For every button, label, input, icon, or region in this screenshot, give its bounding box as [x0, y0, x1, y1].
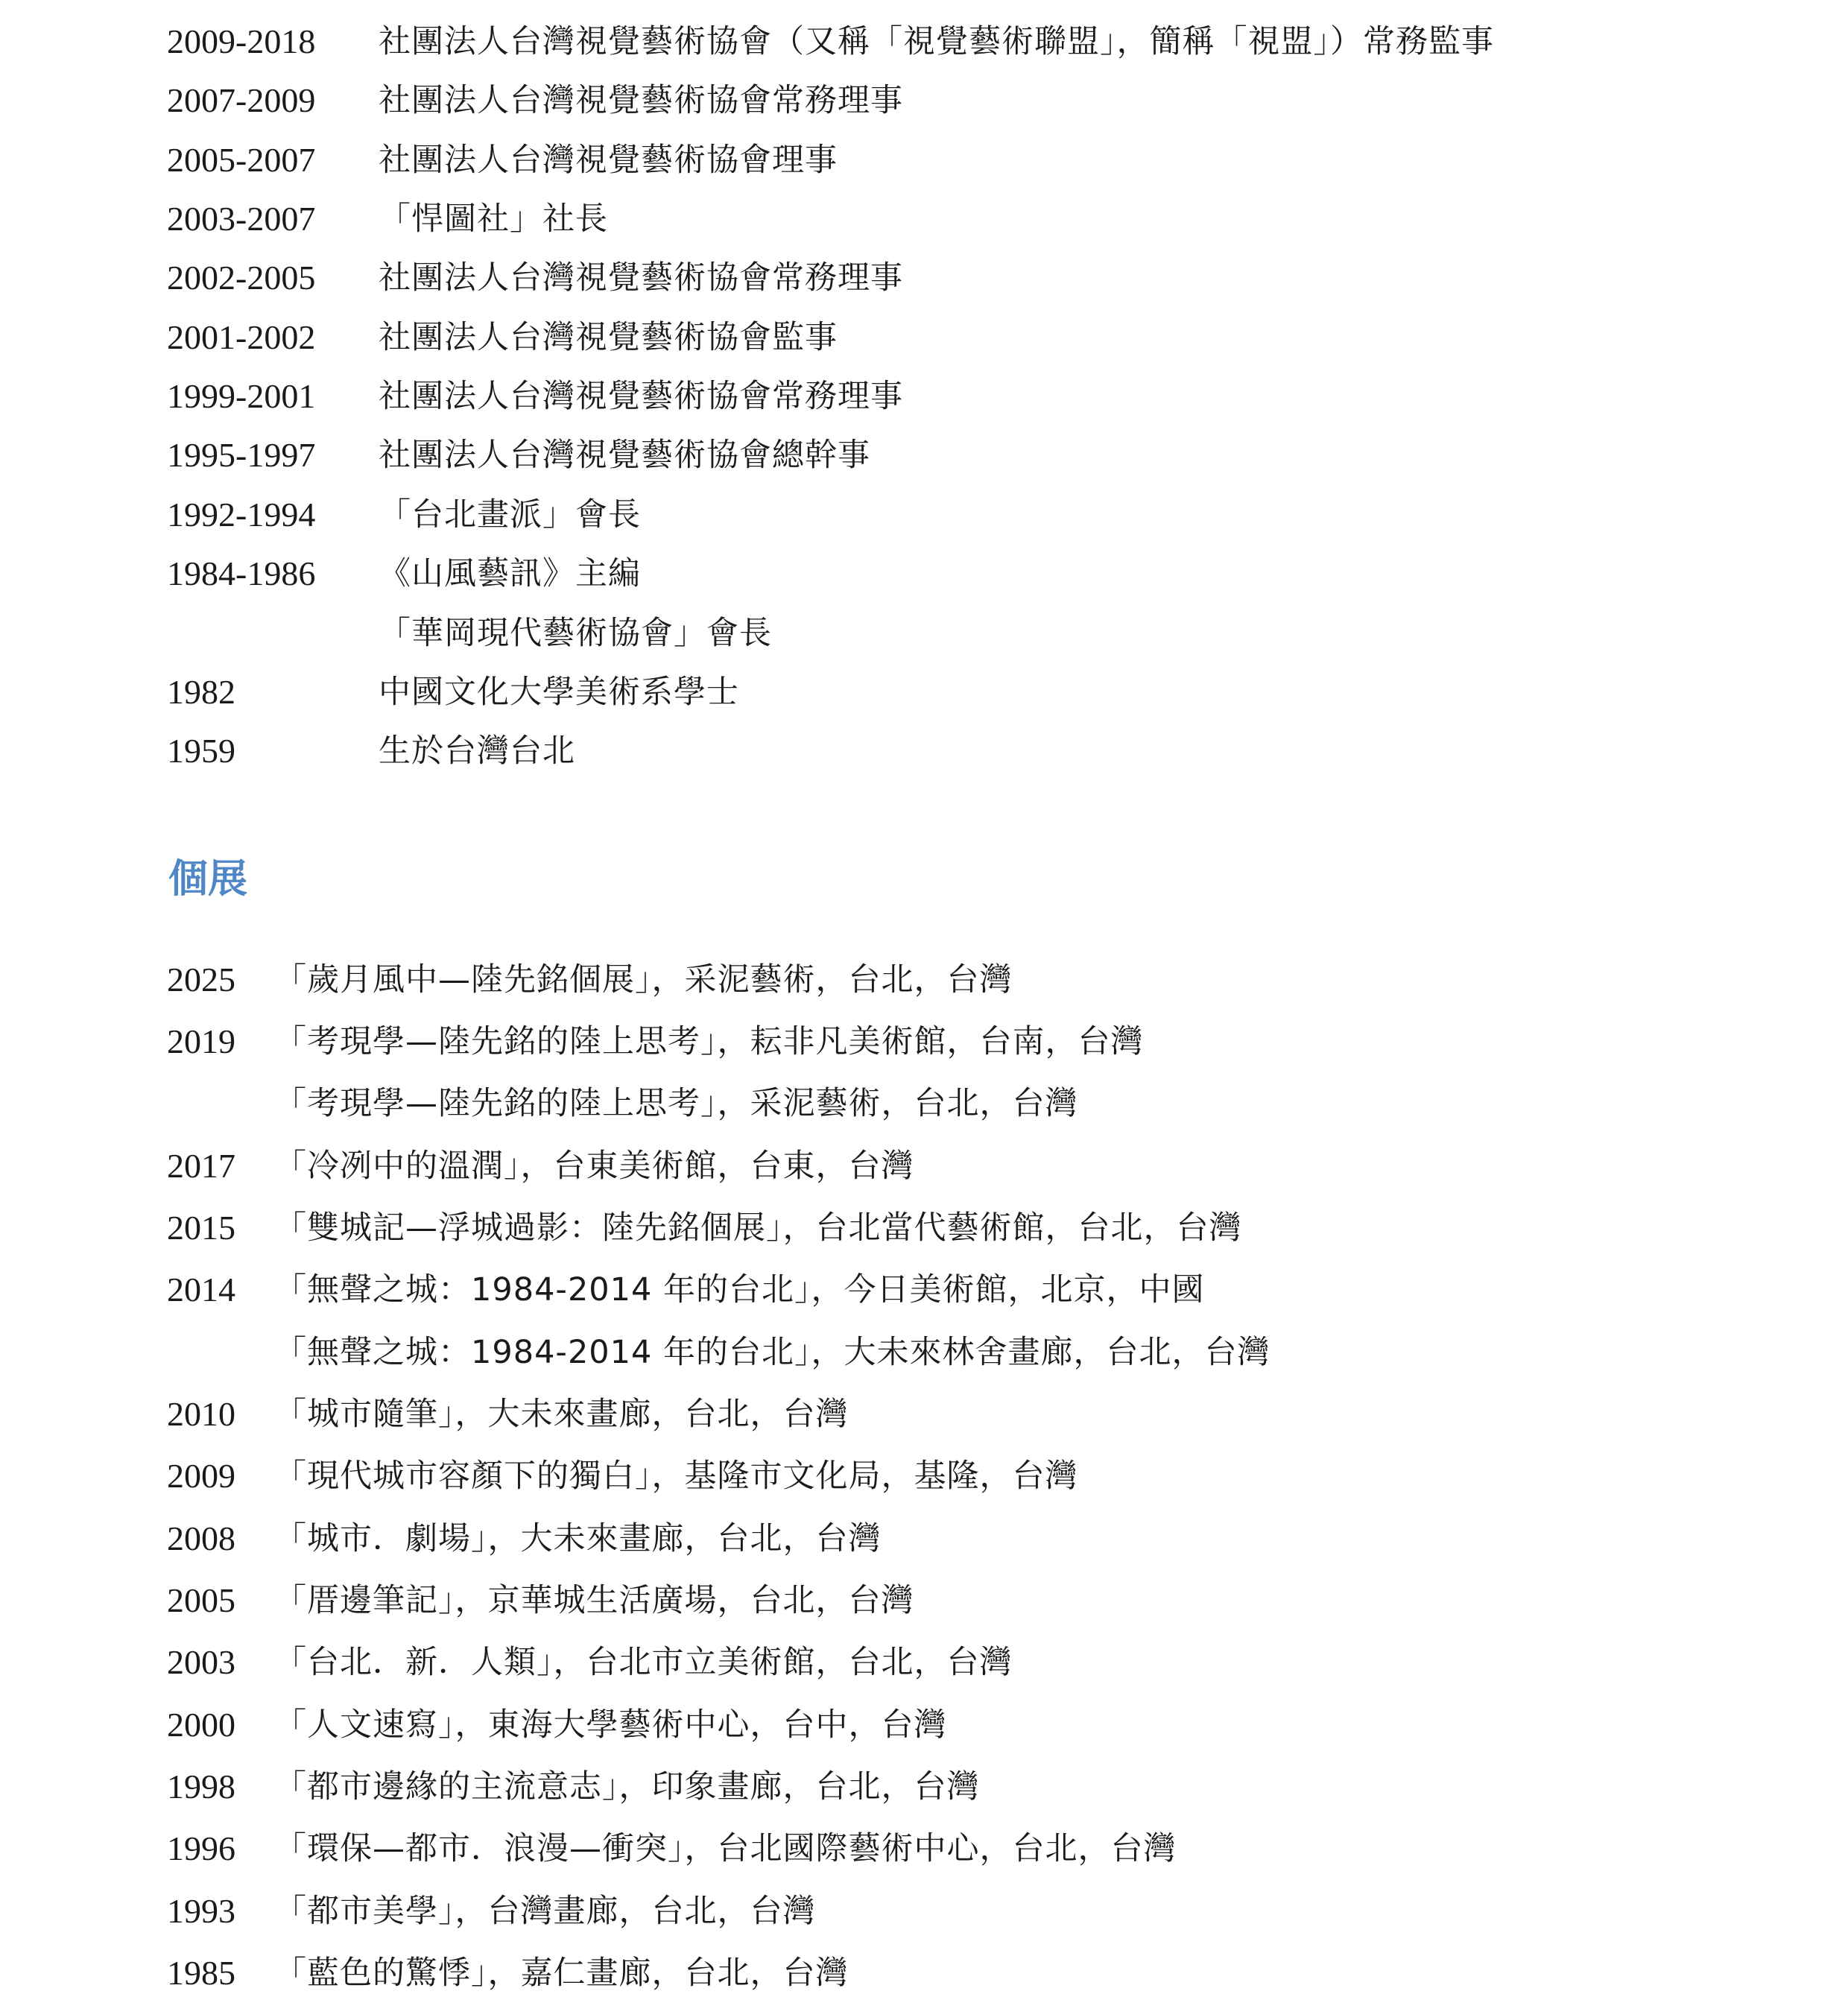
item-year: 2008 [167, 1519, 235, 1557]
item-year: 2002-2005 [167, 259, 316, 297]
item-year: 2005-2007 [167, 141, 316, 179]
item-text: 「現代城市容顏下的獨白」，基隆市文化局，基隆，台灣 [274, 1458, 1078, 1495]
item-year: 1999-2001 [167, 377, 316, 415]
item-year: 2000 [167, 1706, 235, 1744]
item-year: 1959 [167, 732, 235, 770]
item-year: 2025 [167, 961, 235, 999]
item-text: 「歲月風中—陸先銘個展」，采泥藝術，台北，台灣 [274, 961, 1013, 999]
item-text: 「台北畫派」會長 [379, 496, 641, 534]
item-text: 《山風藝訊》主編 [379, 555, 641, 592]
item-text: 社團法人台灣視覺藝術協會常務理事 [379, 259, 903, 297]
item-year: 2009-2018 [167, 22, 316, 60]
item-text: 「厝邊筆記」，京華城生活廣場，台北，台灣 [274, 1582, 914, 1619]
item-text: 「華岡現代藝術協會」會長 [379, 615, 772, 652]
item-text: 「悍圖社」社長 [379, 200, 608, 238]
item-text: 「都市美學」，台灣畫廊，台北，台灣 [274, 1893, 816, 1930]
item-text: 社團法人台灣視覺藝術協會理事 [379, 142, 838, 179]
item-text: 「考現學—陸先銘的陸上思考」，采泥藝術，台北，台灣 [274, 1085, 1078, 1122]
item-year: 1996 [167, 1829, 235, 1867]
item-text: 中國文化大學美術系學士 [379, 674, 739, 711]
item-year: 2003-2007 [167, 200, 316, 238]
item-year: 1992-1994 [167, 496, 316, 534]
item-year: 2001-2002 [167, 318, 316, 356]
item-text: 社團法人台灣視覺藝術協會（又稱「視覺藝術聯盟」，簡稱「視盟」）常務監事 [379, 23, 1494, 60]
item-year: 1982 [167, 673, 235, 711]
item-text: 「雙城記—浮城過影：陸先銘個展」，台北當代藝術館，台北，台灣 [274, 1209, 1242, 1247]
item-text: 生於台灣台北 [379, 732, 575, 770]
item-year: 1998 [167, 1768, 235, 1806]
item-text: 社團法人台灣視覺藝術協會總幹事 [379, 437, 870, 474]
item-year: 2005 [167, 1581, 235, 1619]
item-text: 「考現學—陸先銘的陸上思考」，耘非凡美術館，台南，台灣 [274, 1023, 1144, 1060]
section-title-solo-exhibitions: 個展 [168, 856, 247, 902]
item-year: 2010 [167, 1395, 235, 1433]
item-year: 2003 [167, 1643, 235, 1681]
item-text: 「人文速寫」，東海大學藝術中心，台中，台灣 [274, 1706, 947, 1744]
item-text: 「城市隨筆」，大未來畫廊，台北，台灣 [274, 1396, 849, 1433]
item-text: 「環保—都市．浪漫—衝突」，台北國際藝術中心，台北，台灣 [274, 1830, 1177, 1867]
item-year: 2007-2009 [167, 81, 316, 119]
item-text: 社團法人台灣視覺藝術協會常務理事 [379, 82, 903, 119]
item-year: 2019 [167, 1022, 235, 1060]
item-year: 1993 [167, 1892, 235, 1930]
item-year: 2009 [167, 1457, 235, 1495]
item-year: 1995-1997 [167, 436, 316, 474]
item-year: 1985 [167, 1954, 235, 1992]
item-text: 「無聲之城：1984-2014 年的台北」，大未來林舍畫廊，台北，台灣 [274, 1334, 1270, 1371]
item-text: 「冷冽中的溫潤」，台東美術館，台東，台灣 [274, 1148, 914, 1185]
item-text: 「藍色的驚悸」，嘉仁畫廊，台北，台灣 [274, 1955, 849, 1992]
item-year: 2014 [167, 1270, 235, 1308]
item-text: 社團法人台灣視覺藝術協會常務理事 [379, 378, 903, 415]
item-year: 2015 [167, 1209, 235, 1247]
item-text: 「無聲之城：1984-2014 年的台北」，今日美術館，北京，中國 [274, 1271, 1205, 1308]
item-text: 「城市．劇場」，大未來畫廊，台北，台灣 [274, 1520, 882, 1557]
item-text: 「台北．新．人類」，台北市立美術館，台北，台灣 [274, 1644, 1013, 1681]
item-text: 「都市邊緣的主流意志」，印象畫廊，台北，台灣 [274, 1768, 980, 1806]
item-year: 1984-1986 [167, 554, 316, 592]
item-text: 社團法人台灣視覺藝術協會監事 [379, 319, 838, 356]
item-year: 2017 [167, 1147, 235, 1185]
